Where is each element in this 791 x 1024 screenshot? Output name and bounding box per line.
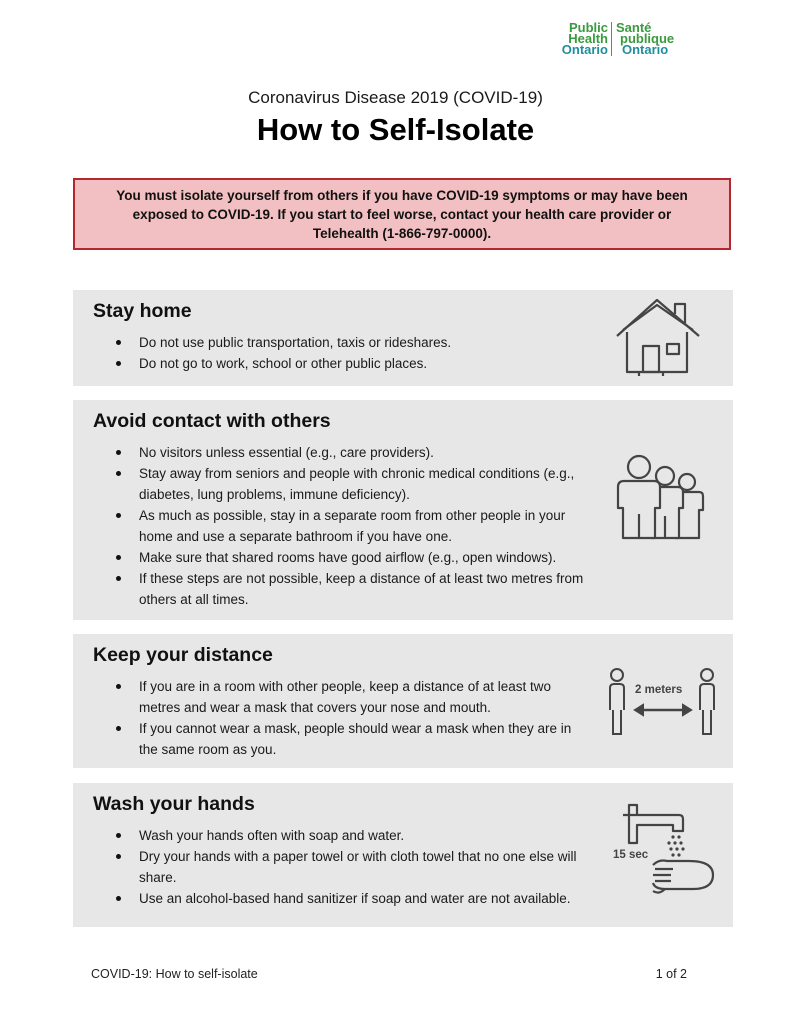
bullet-list [93,825,593,909]
list-item: Wash your hands often with soap and water. [93,825,593,846]
list-item: No visitors unless essential (e.g., care providers). [93,442,593,463]
section-heading: Avoid contact with others [93,410,331,432]
list-item: Use an alcohol-based hand sanitizer if soap and water are not available. [93,888,593,909]
bullet-list [93,332,593,374]
warning-alert-box [73,178,731,250]
logo-en-line-3: Ontario [561,42,608,57]
logo-english [522,22,608,55]
document-subtitle: Coronavirus Disease 2019 (COVID-19) [248,88,543,107]
logo-en-line-2: Health [568,31,608,46]
section-keep-distance [73,634,733,768]
document-title: How to Self-Isolate [256,112,535,147]
section-wash-hands [73,783,733,927]
section-stay-home [73,290,733,386]
logo-fr-line-3: Ontario [622,42,669,57]
logo-french [616,22,700,55]
list-item: Dry your hands with a paper towel or with cloth towel that no one else will share. [93,846,593,888]
section-heading: Wash your hands [93,793,255,815]
logo-en-line-1: Public [568,20,608,35]
section-avoid-contact [73,400,733,620]
timer-label: 15 sec [613,849,649,861]
list-item: Do not use public transportation, taxis or rideshares. [93,332,593,353]
logo-fr-line-1: Santé [616,20,652,35]
bullet-list [93,442,593,610]
logo-divider [611,22,612,56]
section-heading: Keep your distance [93,644,273,666]
list-item: If these steps are not possible, keep a distance of at least two metres from others at all times. [93,568,593,610]
handwashing-faucet-icon [609,803,719,899]
group-of-people-icon [613,454,705,540]
list-item: Do not go to work, school or other public places. [93,353,593,374]
section-heading: Stay home [93,300,192,322]
alert-text: You must isolate yourself from others if you have COVID-19 symptoms or may have been exposed to COVID-19. If you start to feel worse, contact your health care provider or Telehealth (1-866-797-0000). [116,187,688,241]
logo-fr-line-2: publique [620,31,675,46]
list-item: As much as possible, stay in a separate room from other people in your home and use a separate bathroom if you have one. [93,505,593,547]
list-item: Stay away from seniors and people with chronic medical conditions (e.g., diabetes, lung problems, immune deficiency). [93,463,593,505]
list-item: If you cannot wear a mask, people should wear a mask when they are in the same room as you. [93,718,593,760]
two-meters-distance-icon [605,666,720,738]
footer-document-name: COVID-19: How to self-isolate [91,967,258,981]
list-item: If you are in a room with other people, keep a distance of at least two metres and wear a mask that covers your nose and mouth. [93,676,593,718]
footer-page-number: 1 of 2 [655,967,687,981]
distance-label: 2 meters [635,684,683,696]
list-item: Make sure that shared rooms have good airflow (e.g., open windows). [93,547,593,568]
public-health-ontario-logo [522,22,697,58]
bullet-list [93,676,593,760]
house-icon [613,296,703,376]
